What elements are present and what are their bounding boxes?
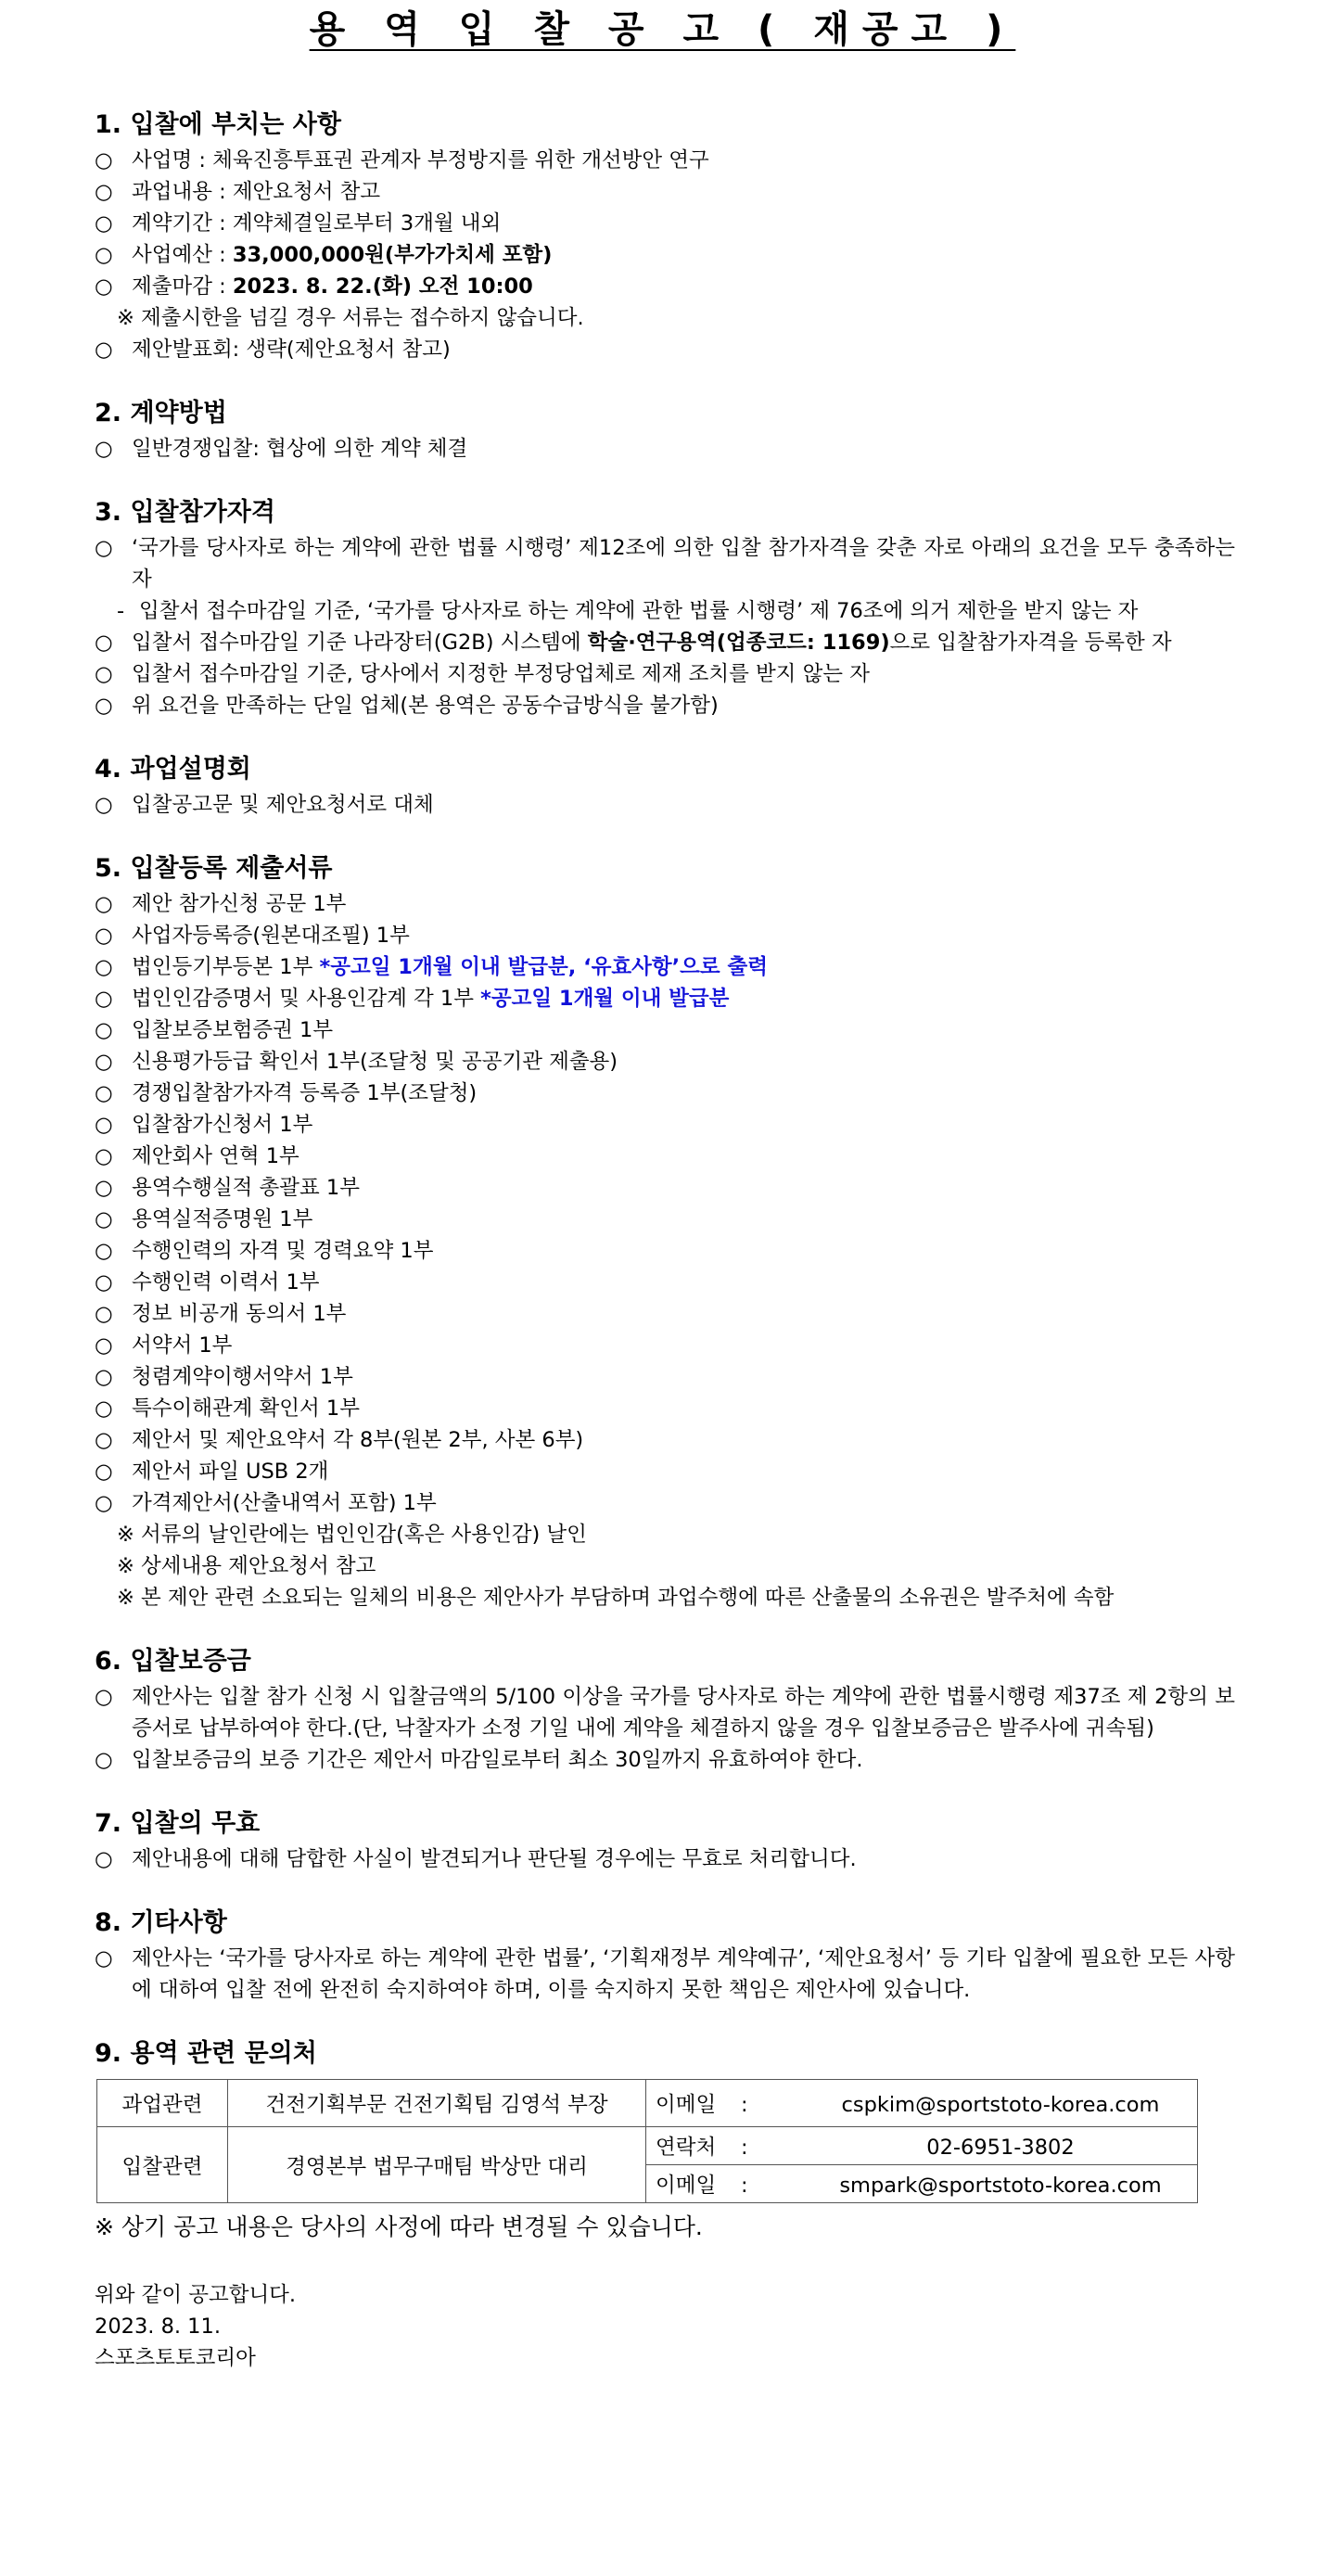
section-bid-items	[95, 109, 1235, 365]
section-invalid-bid	[95, 1808, 1235, 1875]
list-item: ○ 제안서 및 제안요약서 각 8부(원본 2부, 사본 6부)	[95, 1424, 1235, 1456]
table-row	[97, 2080, 1198, 2127]
bullet-circle-icon: ○	[95, 793, 113, 817]
bullet-circle-icon: ○	[95, 243, 113, 267]
bullet-circle-icon: ○	[95, 1460, 113, 1484]
bullet-circle-icon: ○	[95, 1491, 113, 1515]
sub-item: - 입찰서 접수마감일 기준, ‘국가를 당사자로 하는 계약에 관한 법률 시행령’ 제 76조에 의거 제한을 받지 않는 자	[117, 599, 1139, 623]
bullet-circle-icon: ○	[95, 1050, 113, 1074]
bullet-circle-icon: ○	[95, 338, 113, 362]
contact-table	[96, 2079, 1198, 2203]
list-item: ○ 정보 비공개 동의서 1부	[95, 1298, 1235, 1330]
bullet-circle-icon: ○	[95, 437, 113, 461]
bullet-circle-icon: ○	[95, 1176, 113, 1200]
budget-value: 33,000,000원(부가가치세 포함)	[232, 243, 553, 267]
section-contacts	[95, 2038, 1235, 2246]
bullet-circle-icon: ○	[95, 1365, 113, 1389]
bullet-circle-icon: ○	[95, 987, 113, 1011]
section-documents	[95, 853, 1235, 1613]
bullet-circle-icon: ○	[95, 924, 113, 948]
list-item: ○ 특수이해관계 확인서 1부	[95, 1393, 1235, 1424]
list-item: ○ 법인인감증명서 및 사용인감계 각 1부 *공고일 1개월 이내 발급분	[95, 983, 1235, 1014]
section-contract-method	[95, 398, 1235, 465]
list-item: ○ 제안 참가신청 공문 1부	[95, 888, 1235, 920]
bullet-circle-icon: ○	[95, 1207, 113, 1231]
closing-statement: 위와 같이 공고합니다.	[95, 2283, 297, 2307]
bullet-circle-icon: ○	[95, 1685, 113, 1709]
list-item: ○ 일반경쟁입찰: 협상에 의한 계약 체결	[95, 433, 1235, 465]
list-item: ○ 수행인력 이력서 1부	[95, 1267, 1235, 1298]
contact-phone-cell: 연락처 : 02-6951-3802	[646, 2127, 1198, 2165]
contact-email-cell: 이메일 : smpark@sportstoto-korea.com	[646, 2165, 1198, 2203]
deadline-item: ○ 제출마감 : 2023. 8. 22.(화) 오전 10:00	[95, 271, 1235, 302]
change-notice: ※ 상기 공고 내용은 당사의 사정에 따라 변경될 수 있습니다.	[95, 2213, 703, 2240]
section-heading: 9. 용역 관련 문의처	[95, 2039, 317, 2068]
list-item: ○ 가격제안서(산출내역서 포함) 1부	[95, 1487, 1235, 1519]
bullet-circle-icon: ○	[95, 1428, 113, 1452]
document-note: ※ 본 제안 관련 소요되는 일체의 비용은 제안사가 부담하며 과업수행에 따른 산출물의 소유권은 발주처에 속함	[117, 1586, 1115, 1610]
highlight-note: *공고일 1개월 이내 발급분, ‘유효사항’으로 출력	[319, 955, 768, 979]
contact-person: 경영본부 법무구매팀 박상만 대리	[228, 2127, 646, 2203]
list-item: ○ 입찰공고문 및 제안요청서로 대체	[95, 789, 1235, 821]
closing-block	[95, 2279, 1235, 2374]
bullet-circle-icon: ○	[95, 211, 113, 236]
bullet-circle-icon: ○	[95, 1748, 113, 1772]
section-heading: 6. 입찰보증금	[95, 1647, 251, 1676]
list-item: ○ ‘국가를 당사자로 하는 계약에 관한 법률 시행령’ 제12조에 의한 입찰 참가자격을 갖춘 자로 아래의 요건을 모두 충족하는 자	[95, 532, 1235, 595]
bullet-circle-icon: ○	[95, 274, 113, 299]
email-link[interactable]: smpark@sportstoto-korea.com	[839, 2174, 1162, 2198]
bullet-circle-icon: ○	[95, 1081, 113, 1105]
section-heading: 5. 입찰등록 제출서류	[95, 854, 333, 883]
contact-email-cell: 이메일 : cspkim@sportstoto-korea.com	[646, 2080, 1198, 2127]
list-item: ○ 경쟁입찰참가자격 등록증 1부(조달청)	[95, 1078, 1235, 1109]
bullet-circle-icon: ○	[95, 1396, 113, 1421]
section-heading: 1. 입찰에 부치는 사항	[95, 110, 341, 139]
list-item: ○ 입찰보증금의 보증 기간은 제안서 마감일로부터 최소 30일까지 유효하여야 한다.	[95, 1744, 1235, 1776]
document-note: ※ 상세내용 제안요청서 참고	[117, 1554, 376, 1578]
list-item: ○ 입찰서 접수마감일 기준 나라장터(G2B) 시스템에 학술·연구용역(업종코드: 1169)으로 입찰참가자격을 등록한 자	[95, 627, 1235, 658]
contact-person: 건전기획부문 건전기획팀 김영석 부장	[228, 2080, 646, 2127]
highlight-note: *공고일 1개월 이내 발급분	[480, 987, 730, 1011]
section-heading: 3. 입찰참가자격	[95, 498, 275, 527]
section-heading: 2. 계약방법	[95, 399, 227, 427]
email-link[interactable]: cspkim@sportstoto-korea.com	[841, 2093, 1160, 2117]
phone-number: 02-6951-3802	[926, 2136, 1075, 2160]
list-item: ○ 법인등기부등본 1부 *공고일 1개월 이내 발급분, ‘유효사항’으로 출력	[95, 951, 1235, 983]
bullet-circle-icon: ○	[95, 694, 113, 718]
list-item: ○ 입찰서 접수마감일 기준, 당사에서 지정한 부정당업체로 제재 조치를 받지 않는 자	[95, 658, 1235, 690]
document-title: 용 역 입 찰 공 고 ( 재공고 )	[309, 8, 1016, 51]
list-item: ○ 용역수행실적 총괄표 1부	[95, 1172, 1235, 1204]
bullet-circle-icon: ○	[95, 1239, 113, 1263]
list-item: ○ 사업명 : 체육진흥투표권 관계자 부정방지를 위한 개선방안 연구	[95, 145, 1235, 176]
list-item: ○ 사업자등록증(원본대조필) 1부	[95, 920, 1235, 951]
bullet-circle-icon: ○	[95, 1270, 113, 1294]
bullet-circle-icon: ○	[95, 1302, 113, 1326]
table-row	[97, 2127, 1198, 2165]
bullet-circle-icon: ○	[95, 1946, 113, 1970]
organization-name: 스포츠토토코리아	[95, 2346, 256, 2370]
list-item: ○ 제안내용에 대해 담합한 사실이 발견되거나 판단될 경우에는 무효로 처리합니다.	[95, 1843, 1235, 1875]
deadline-value: 2023. 8. 22.(화) 오전 10:00	[232, 274, 533, 299]
list-item: ○ 위 요건을 만족하는 단일 업체(본 용역은 공동수급방식을 불가함)	[95, 690, 1235, 721]
section-heading: 4. 과업설명회	[95, 755, 251, 784]
list-item: ○ 입찰보증보험증권 1부	[95, 1014, 1235, 1046]
contact-category: 입찰관련	[97, 2127, 228, 2203]
document-note: ※ 서류의 날인란에는 법인인감(혹은 사용인감) 날인	[117, 1523, 587, 1547]
list-item: ○ 과업내용 : 제안요청서 참고	[95, 176, 1235, 208]
budget-item: ○ 사업예산 : 33,000,000원(부가가치세 포함)	[95, 239, 1235, 271]
bullet-circle-icon: ○	[95, 662, 113, 686]
deadline-note: ※ 제출시한을 넘길 경우 서류는 접수하지 않습니다.	[117, 306, 584, 330]
list-item: ○ 제안회사 연혁 1부	[95, 1141, 1235, 1172]
list-item: ○ 신용평가등급 확인서 1부(조달청 및 공공기관 제출용)	[95, 1046, 1235, 1078]
document-body	[95, 109, 1235, 2374]
list-item: ○ 계약기간 : 계약체결일로부터 3개월 내외	[95, 208, 1235, 239]
bullet-circle-icon: ○	[95, 148, 113, 172]
bullet-circle-icon: ○	[95, 1847, 113, 1871]
section-bid-bond	[95, 1646, 1235, 1776]
section-eligibility	[95, 497, 1235, 721]
list-item: ○ 수행인력의 자격 및 경력요약 1부	[95, 1235, 1235, 1267]
list-item: ○ 제안발표회: 생략(제안요청서 참고)	[95, 334, 1235, 365]
bullet-circle-icon: ○	[95, 892, 113, 916]
bullet-circle-icon: ○	[95, 1113, 113, 1137]
bullet-circle-icon: ○	[95, 180, 113, 204]
list-item: ○ 청렴계약이행서약서 1부	[95, 1361, 1235, 1393]
bullet-circle-icon: ○	[95, 955, 113, 979]
section-briefing	[95, 754, 1235, 821]
section-heading: 7. 입찰의 무효	[95, 1809, 261, 1838]
contact-category: 과업관련	[97, 2080, 228, 2127]
bullet-circle-icon: ○	[95, 1333, 113, 1358]
section-misc	[95, 1907, 1235, 2006]
list-item: ○ 서약서 1부	[95, 1330, 1235, 1361]
bullet-circle-icon: ○	[95, 536, 113, 560]
list-item: ○ 제안사는 입찰 참가 신청 시 입찰금액의 5/100 이상을 국가를 당사자로 하는 계약에 관한 법률시행령 제37조 제 2항의 보증서로 납부하여야 한다.(단, 낙찰자가 소정 기일 내에 계약을 체결하지 않을 경우 입찰보증금은 발주사에 귀속됨)	[95, 1681, 1235, 1744]
list-item: ○ 제안사는 ‘국가를 당사자로 하는 계약에 관한 법률’, ‘기획재정부 계약예규’, ‘제안요청서’ 등 기타 입찰에 필요한 모든 사항에 대하여 입찰 전에 완전히 숙지하여야 하며, 이를 숙지하지 못한 책임은 제안사에 있습니다.	[95, 1943, 1235, 2006]
bullet-circle-icon: ○	[95, 1018, 113, 1042]
bullet-circle-icon: ○	[95, 1144, 113, 1168]
bullet-circle-icon: ○	[95, 631, 113, 655]
list-item: ○ 제안서 파일 USB 2개	[95, 1456, 1235, 1487]
section-heading: 8. 기타사항	[95, 1908, 227, 1937]
announcement-date: 2023. 8. 11.	[95, 2315, 221, 2339]
list-item: ○ 용역실적증명원 1부	[95, 1204, 1235, 1235]
list-item: ○ 입찰참가신청서 1부	[95, 1109, 1235, 1141]
